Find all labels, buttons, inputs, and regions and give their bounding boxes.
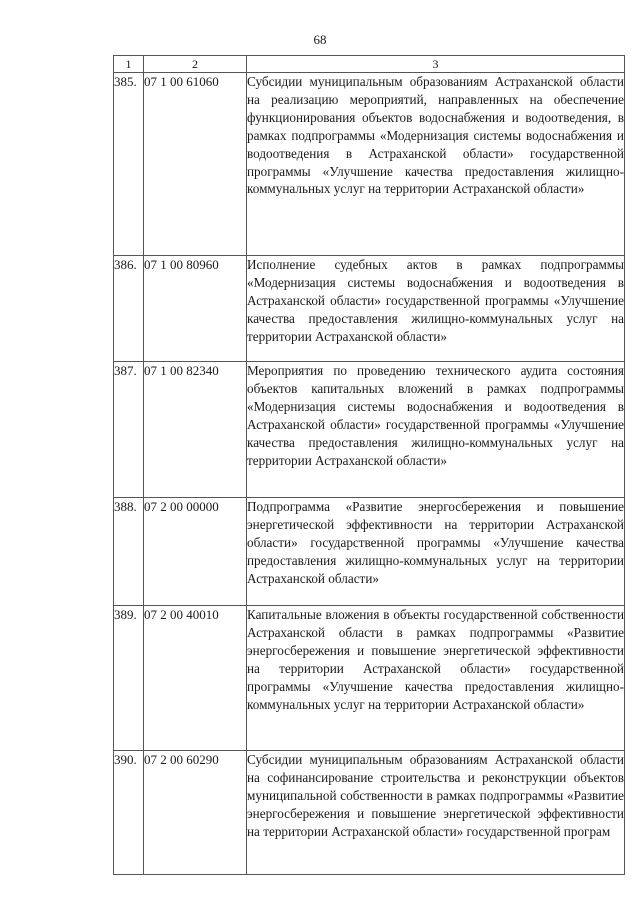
table-header-row bbox=[114, 56, 625, 73]
row-description: Капитальные вложения в объекты государственной собственности Астраханской области в рамках подпрограммы «Развитие энергосбережения и повышение энергетической эффективности на территории Астраханской области» государственной программы «Улучшение качества предоставления жилищно-коммунальных услуг на территории Астраханской области» bbox=[247, 606, 625, 751]
row-number: 385. bbox=[114, 73, 144, 256]
column-header-1: 1 bbox=[114, 56, 144, 73]
budget-code: 07 2 00 60290 bbox=[144, 751, 247, 875]
row-description: Исполнение судебных актов в рамках подпрограммы «Модернизация системы водоснабжения и водоотведения в Астраханской области» государственной программы «Улучшение качества предоставления жилищно-коммунальных услуг на территории Астраханской области» bbox=[247, 256, 625, 362]
row-description: Субсидии муниципальным образованиям Астраханской области на реализацию мероприятий, направленных на обеспечение функционирования объектов водоснабжения и водоотведения, в рамках подпрограммы «Модернизация системы водоснабжения и водоотведения в Астраханской области» государственной программы «Улучшение качества предоставления жилищно-коммунальных услуг на территории Астраханской области» bbox=[247, 73, 625, 256]
table-row bbox=[114, 256, 625, 362]
table-row bbox=[114, 606, 625, 751]
row-number: 387. bbox=[114, 362, 144, 498]
column-header-2: 2 bbox=[144, 56, 247, 73]
row-number: 389. bbox=[114, 606, 144, 751]
table-row bbox=[114, 73, 625, 256]
budget-code: 07 1 00 80960 bbox=[144, 256, 247, 362]
table-row bbox=[114, 498, 625, 606]
row-description: Мероприятия по проведению технического аудита состояния объектов капитальных вложений в рамках подпрограммы «Модернизация системы водоснабжения и водоотведения в Астраханской области» государственной программы «Улучшение качества предоставления жилищно-коммунальных услуг на территории Астраханской области» bbox=[247, 362, 625, 498]
budget-code: 07 1 00 61060 bbox=[144, 73, 247, 256]
row-number: 388. bbox=[114, 498, 144, 606]
row-description: Субсидии муниципальным образованиям Астраханской области на софинансирование строительства и реконструкции объектов муниципальной собственности в рамках подпрограммы «Развитие энергосбережения и повышение энергетической эффективности на территории Астраханской области» государственной програм bbox=[247, 751, 625, 875]
budget-code: 07 1 00 82340 bbox=[144, 362, 247, 498]
budget-code: 07 2 00 00000 bbox=[144, 498, 247, 606]
table-row bbox=[114, 751, 625, 875]
budget-table bbox=[113, 55, 625, 875]
row-description: Подпрограмма «Развитие энергосбережения и повышение энергетической эффективности на территории Астраханской области» государственной программы «Улучшение качества предоставления жилищно-коммунальных услуг на территории Астраханской области» bbox=[247, 498, 625, 606]
budget-code: 07 2 00 40010 bbox=[144, 606, 247, 751]
column-header-3: 3 bbox=[247, 56, 625, 73]
table-row bbox=[114, 362, 625, 498]
page-number: 68 bbox=[313, 32, 327, 47]
row-number: 386. bbox=[114, 256, 144, 362]
row-number: 390. bbox=[114, 751, 144, 875]
